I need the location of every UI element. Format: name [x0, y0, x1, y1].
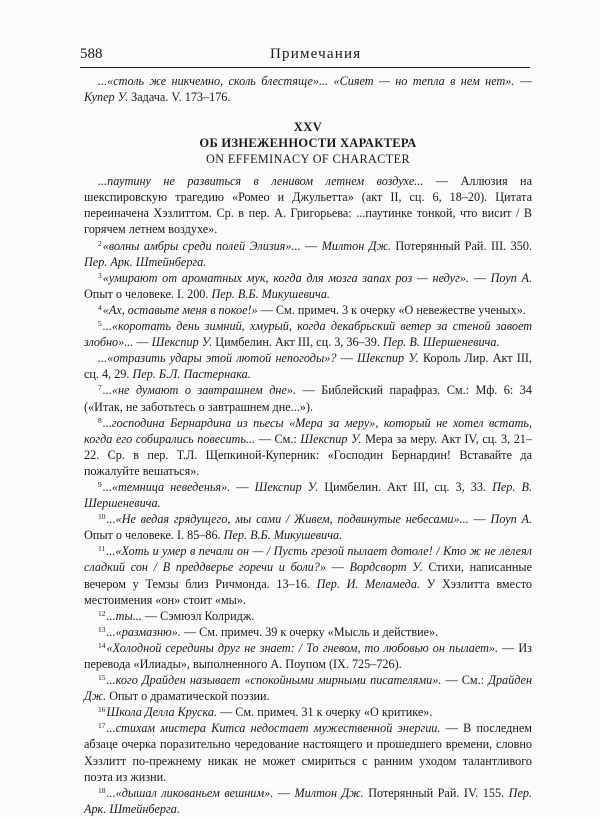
- running-title: Примечания: [270, 46, 362, 62]
- note-paragraph: $^{13}$...«размазню». — См. примеч. 39 к очерку «Мысль и действие».: [98, 624, 439, 639]
- header-rule: [80, 67, 530, 68]
- note-paragraph: $^8$...господина Бернардина из пьесы «Мера за меру», который не хотел встать, когда его собирались повесить... — См.: Шекспир У. Мера за меру. Акт IV, сц. 3, 21–22. Ср. в пер. Т.Л. Щепкиной-Куперник: «Господин Бернардин! Вставайте да пожалуйте вешаться».: [84, 415, 532, 478]
- note-paragraph: ...«столь же никчемно, сколь блестяще»... «Сияет — но тепла в нем нет». — Купер У. Задача. V. 173–176.: [84, 74, 533, 105]
- note-paragraph: $^7$...«не думают о завтрашнем дне». — Библейский парафраз. См.: Мф. 6: 34 («Итак, не заботьтесь о завтрашнем дне...»).: [84, 383, 532, 414]
- section-title-ru: ОБ ИЗНЕЖЕННОСТИ ХАРАКТЕРА: [199, 136, 417, 151]
- note-paragraph: $^{14}$«Холодной середины друг не знает: / То гневом, то любовью он пылает». — Из перевода «Илиады», выполненного А. Поупом (IX. 725–726).: [84, 640, 532, 671]
- note-paragraph: $^2$«волны амбры среди полей Элизия»... — Милтон Дж. Потерянный Рай. III. 350. Пер. Арк. Штейнберга.: [84, 238, 533, 269]
- section-heading: [84, 119, 532, 167]
- page-header: [80, 46, 532, 66]
- note-paragraph: $^{15}$...кого Драйден называет «спокойными мирными писателями». — См.: Драйден Дж. Опыт о драматической поэзии.: [84, 673, 532, 704]
- note-paragraph: $^3$«умирают от ароматных мук, когда для мозга запах роз — недуг». — Поуп А. Опыт о человеке. I. 200. Пер. В.Б. Микушевича.: [84, 270, 532, 301]
- note-paragraph: $^4$«Ах, оставьте меня в покое!» — См. примеч. 3 к очерку «О невежестве ученых».: [98, 302, 526, 317]
- note-paragraph: $^{18}$...«дышал ликованьем вешним». — Милтон Дж. Потерянный Рай. IV. 155. Пер. Арк. Штейнберга.: [84, 785, 532, 816]
- page-number: 588: [80, 46, 103, 62]
- note-paragraph: ...паутину не развиться в ленивом летнем воздухе... — Аллюзия на шекспировскую трагедию «Ромео и Джульетта» (акт II, сц. 6, 18–20). Цитата переиначена Хэзлиттом. Ср. в пер. А. Григорьева: ...паутинке тонкой, что висит / В горячем летнем воздухе».: [84, 174, 532, 237]
- notes-body: [84, 73, 532, 817]
- note-paragraph: $^{11}$...«Хоть и умер в печали он — / Пусть грезой пылает дотоле! / Кто ж не лелеял сладкий сон / В преддверье горечи и боли?» — Вордсворт У. Стихи, написанные вечером у Темзы близ Ричмонда. 13–16. Пер. И. Меламеда. У Хэзлитта вместо местоимения «он» стоит «мы».: [84, 544, 533, 607]
- note-paragraph: $^{16}$Школа Делла Круска. — См. примеч. 31 к очерку «О критике».: [98, 705, 433, 720]
- note-paragraph: ...«отразить удары этой лютой непогоды»? — Шекспир У. Король Лир. Акт III, сц. 4, 29. Пер. Б.Л. Пастернака.: [84, 351, 533, 382]
- note-paragraph: $^{10}$...«Не ведая грядущего, мы сами / Живем, подвинутые небесами»... — Поуп А. Опыт о человеке. I. 85–86. Пер. В.Б. Микушевича.: [84, 512, 533, 543]
- note-paragraph: $^9$...«темница неведенья». — Шекспир У. Цимбелин. Акт III, сц. 3, 33. Пер. В. Шершеневича.: [84, 479, 533, 511]
- note-paragraph: $^5$...«коротать день зимний, хмурый, когда декабрьский ветер за стеной завоет злобно»... — Шекспир У. Цимбелин. Акт III, сц. 3, 36–39. Пер. В. Шершеневича.: [84, 319, 532, 350]
- note-paragraph: $^{17}$...стихам мистера Китса недостает мужественной энергии. — В последнем абзаце очерка поразительно чередование настоящего и прошедшего времени, словно Хэзлитт по-прежнему никак не может смириться с ранним уходом талантливого поэта из жизни.: [84, 721, 532, 784]
- section-title-en: ON EFFEMINACY OF CHARACTER: [206, 152, 410, 167]
- note-paragraph: $^{12}$...ты... — Сэмюэл Колридж.: [98, 608, 255, 623]
- section-number: XXV: [293, 120, 323, 135]
